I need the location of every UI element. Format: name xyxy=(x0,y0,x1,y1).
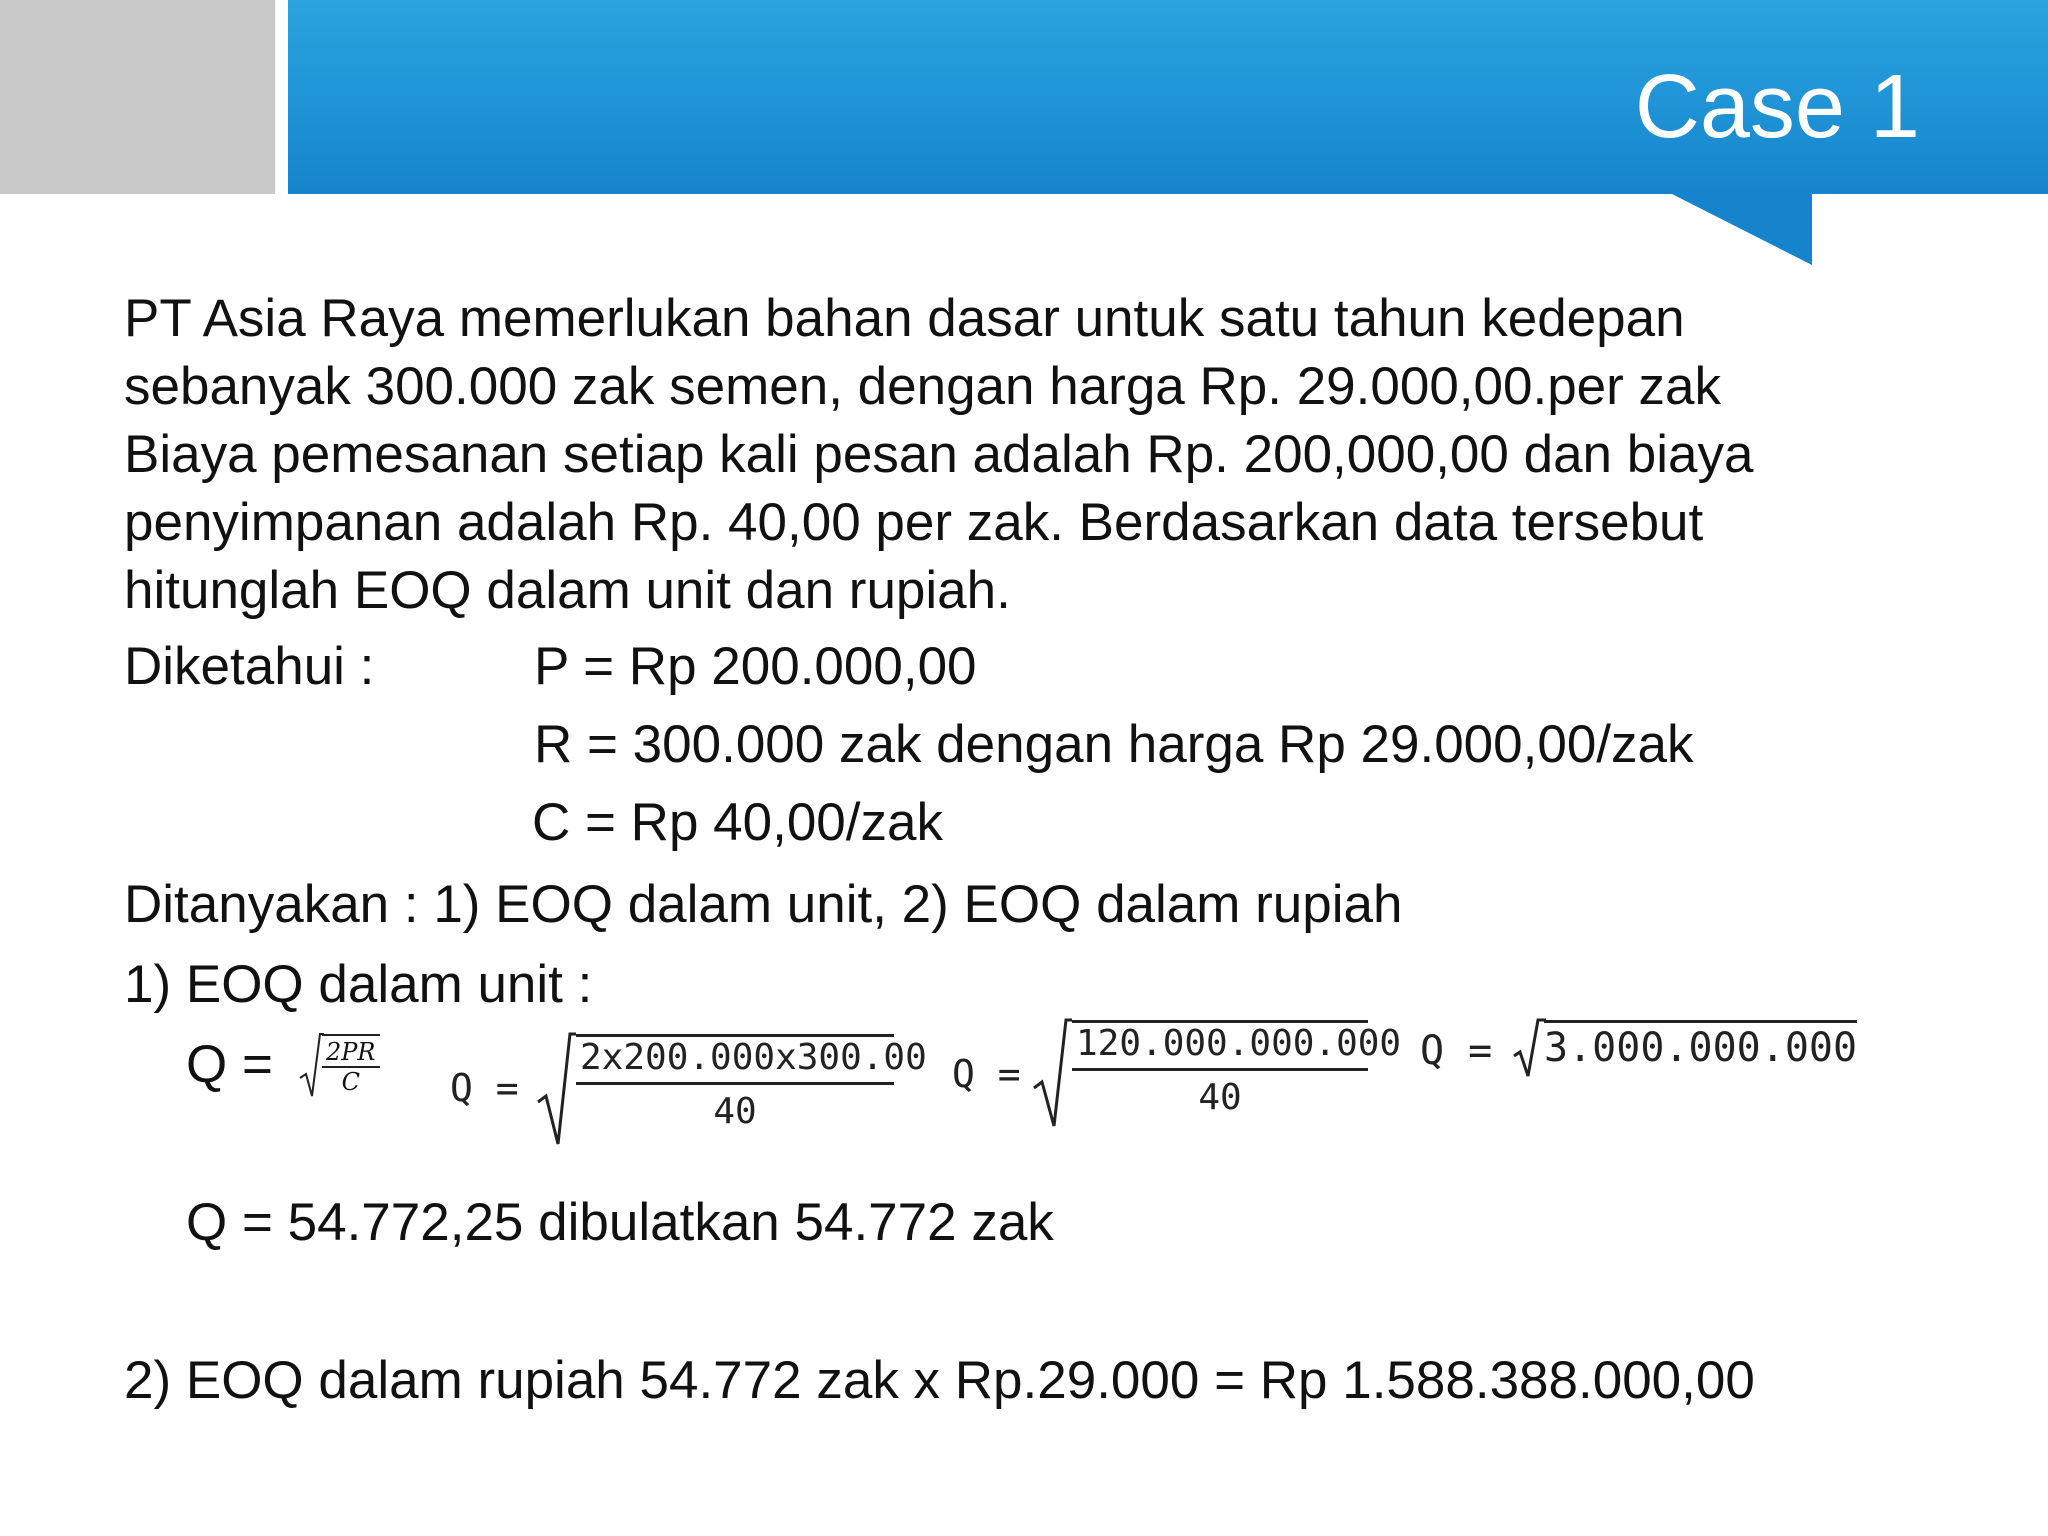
step2-formula xyxy=(952,1014,1402,1134)
step1-q: Q = xyxy=(450,1066,519,1110)
step1-numerator: 2x200.000x300.00 xyxy=(576,1037,894,1085)
problem-line: hitunglah EOQ dalam unit dan rupiah. xyxy=(124,561,1011,620)
step1-denominator: 40 xyxy=(713,1091,757,1132)
step2-denominator: 40 xyxy=(1198,1077,1242,1118)
part1-heading: 1) EOQ dalam unit : xyxy=(124,955,593,1014)
problem-line: PT Asia Raya memerlukan bahan dasar untuk satu tahun kedepan xyxy=(124,289,1685,348)
q-prefix: Q = xyxy=(186,1035,273,1094)
problem-line: Biaya pemesanan setiap kali pesan adalah Rp. 200,000,00 dan biaya xyxy=(124,425,1754,484)
sqrt-sign-icon xyxy=(536,1032,576,1148)
known-label: Diketahui : xyxy=(124,637,375,696)
problem-paragraph xyxy=(124,285,2004,625)
problem-line: sebanyak 300.000 zak semen, dengan harga Rp. 29.000,00.per zak xyxy=(124,357,1722,416)
asked-text: Ditanyakan : 1) EOQ dalam unit, 2) EOQ dalam rupiah xyxy=(124,875,1403,934)
part1-result: Q = 54.772,25 dibulatkan 54.772 zak xyxy=(186,1193,1054,1252)
slide-title: Case 1 xyxy=(1634,57,1920,157)
known-r: R = 300.000 zak dengan harga Rp 29.000,00/zak xyxy=(534,715,1694,774)
formula-numerator: 2PR xyxy=(322,1038,380,1068)
sqrt-sign-icon xyxy=(1512,1018,1546,1080)
step3-q: Q = xyxy=(1420,1028,1493,1074)
known-c: C = Rp 40,00/zak xyxy=(532,793,943,852)
step1-formula xyxy=(450,1028,927,1148)
sqrt-sign-icon xyxy=(298,1030,324,1100)
step2-q: Q = xyxy=(952,1052,1021,1096)
step3-value: 3.000.000.000 xyxy=(1544,1020,1857,1071)
header-gray-block xyxy=(0,0,275,194)
banner-tail-shape xyxy=(1670,193,1812,265)
formula-denominator: C xyxy=(341,1068,360,1096)
problem-line: penyimpanan adalah Rp. 40,00 per zak. Berdasarkan data tersebut xyxy=(124,493,1704,552)
part2-text: 2) EOQ dalam rupiah 54.772 zak x Rp.29.000 = Rp 1.588.388.000,00 xyxy=(124,1351,1755,1410)
step3-formula xyxy=(1420,1014,1858,1084)
sqrt-sign-icon xyxy=(1032,1018,1072,1130)
step2-numerator: 120.000.000.000 xyxy=(1072,1023,1368,1071)
known-p: P = Rp 200.000,00 xyxy=(534,637,977,696)
